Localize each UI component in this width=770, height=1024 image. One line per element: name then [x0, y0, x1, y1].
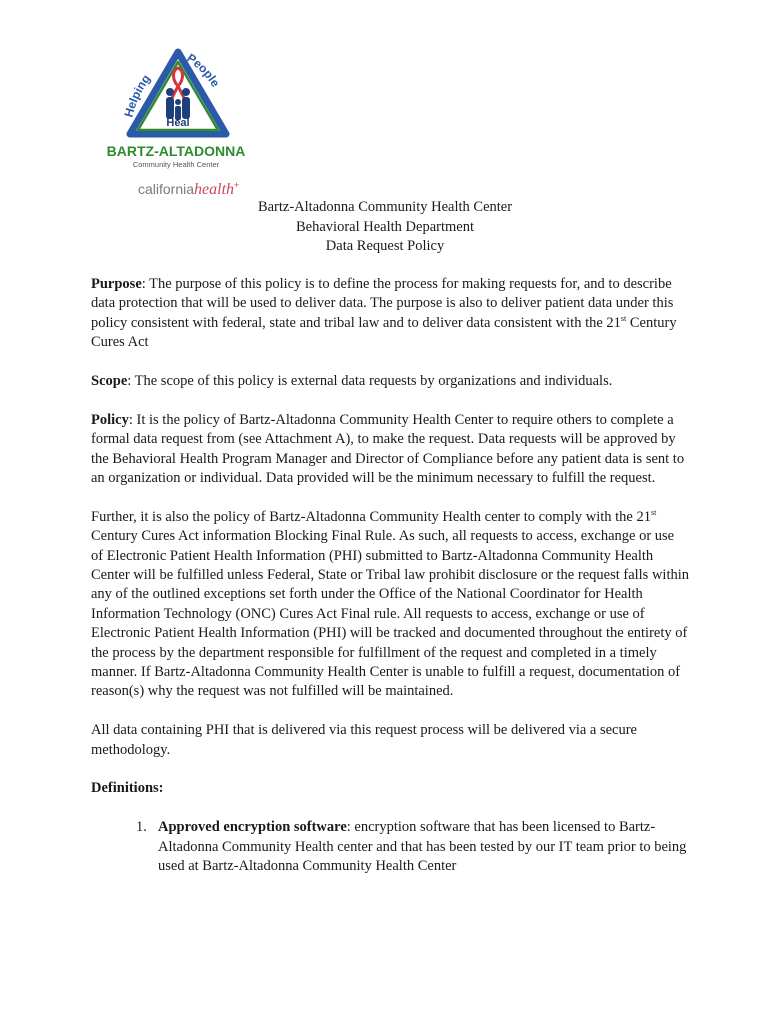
definition-number: 1.: [136, 819, 147, 836]
logo-heal-text: Heal: [166, 117, 190, 129]
definition-item: [91, 818, 689, 876]
organization-logo: [90, 48, 270, 198]
delivery-text: All data containing PHI that is delivered via this request process will be delivered via a secure methodology.: [91, 722, 637, 758]
further-sup: st: [650, 508, 657, 517]
purpose-text-a: : The purpose of this policy is to define the process for making requests for, and to describe data protection that will be used to deliver data. The purpose is also to deliver patient data under this policy consistent with federal, state and tribal law and to deliver data consistent with the 21: [91, 276, 674, 331]
further-text-b: Century Cures Act information Blocking Final Rule. As such, all requests to access, exchange or use of Electronic Patient Health Information (PHI) submitted to Bartz-Altadonna Community Health Center will be fulfilled unless Federal, State or Tribal law prohibit disclosure or the request falls within any of the outlined exceptions set forth under the Office of the National Coordinator for Health Information Technology (ONC) Cures Act Final rule. All requests to access, exchange or use of Electronic Patient Health Information (PHI) will be tracked and documented throughout the entirety of the process by the department responsible for fulfillment of the request and completed in a timely manner. If Bartz-Altadonna Community Health Center is unable to fulfill a request, documentation of reason(s) why the request was not fulfilled will be maintained.: [91, 528, 690, 700]
people-icon: [166, 88, 190, 120]
logo-org-subtitle: Community Health Center: [132, 160, 220, 169]
purpose-sup: st: [620, 313, 627, 323]
further-text-a: Further, it is also the policy of Bartz-Altadonna Community Health center to comply with the 21: [91, 508, 651, 525]
purpose-section: [91, 275, 689, 353]
definitions-heading: Definitions:: [91, 780, 164, 797]
document-body: [91, 275, 689, 877]
ribbon-icon: [172, 68, 184, 98]
header-dept: Behavioral Health Department: [296, 218, 474, 235]
definitions-list: [91, 818, 689, 876]
document-header: [0, 198, 770, 257]
purpose-label: Purpose: [91, 276, 142, 292]
scope-text: : The scope of this policy is external data requests by organizations and individuals.: [127, 373, 613, 390]
logo-graphic: [90, 48, 270, 198]
logo-org-name: BARTZ-ALTADONNA: [106, 143, 246, 159]
purpose-text-b: Century Cures Act: [91, 314, 677, 351]
scope-section: [91, 372, 689, 391]
header-org: Bartz-Altadonna Community Health Center: [257, 199, 513, 215]
policy-text: : It is the policy of Bartz-Altadonna Community Health Center to require others to complete a formal data request from (see Attachment A), to make the request. Data requests will be approved by the Behavioral Health Program Manager and Director of Compliance before any patient data is sent to an organization or individual. Data provided will be the minimum necessary to fulfill the request.: [91, 411, 685, 487]
arc-text-left: Helping: [121, 71, 154, 119]
arc-text-right: People: [184, 50, 223, 90]
partner-logo-text: californiahealth+: [138, 180, 240, 198]
definition-text: : encryption software that has been licensed to Bartz-Altadonna Community Health center and that has been tested by our IT team prior to being used at Bartz-Altadonna Community Health Center: [158, 819, 687, 875]
definition-term: Approved encryption software: [158, 819, 347, 836]
further-section: [91, 508, 689, 702]
policy-section: [91, 411, 689, 489]
policy-label: Policy: [91, 411, 129, 428]
delivery-section: [91, 721, 689, 760]
header-title: Data Request Policy: [325, 238, 445, 254]
scope-label: Scope: [91, 373, 128, 390]
